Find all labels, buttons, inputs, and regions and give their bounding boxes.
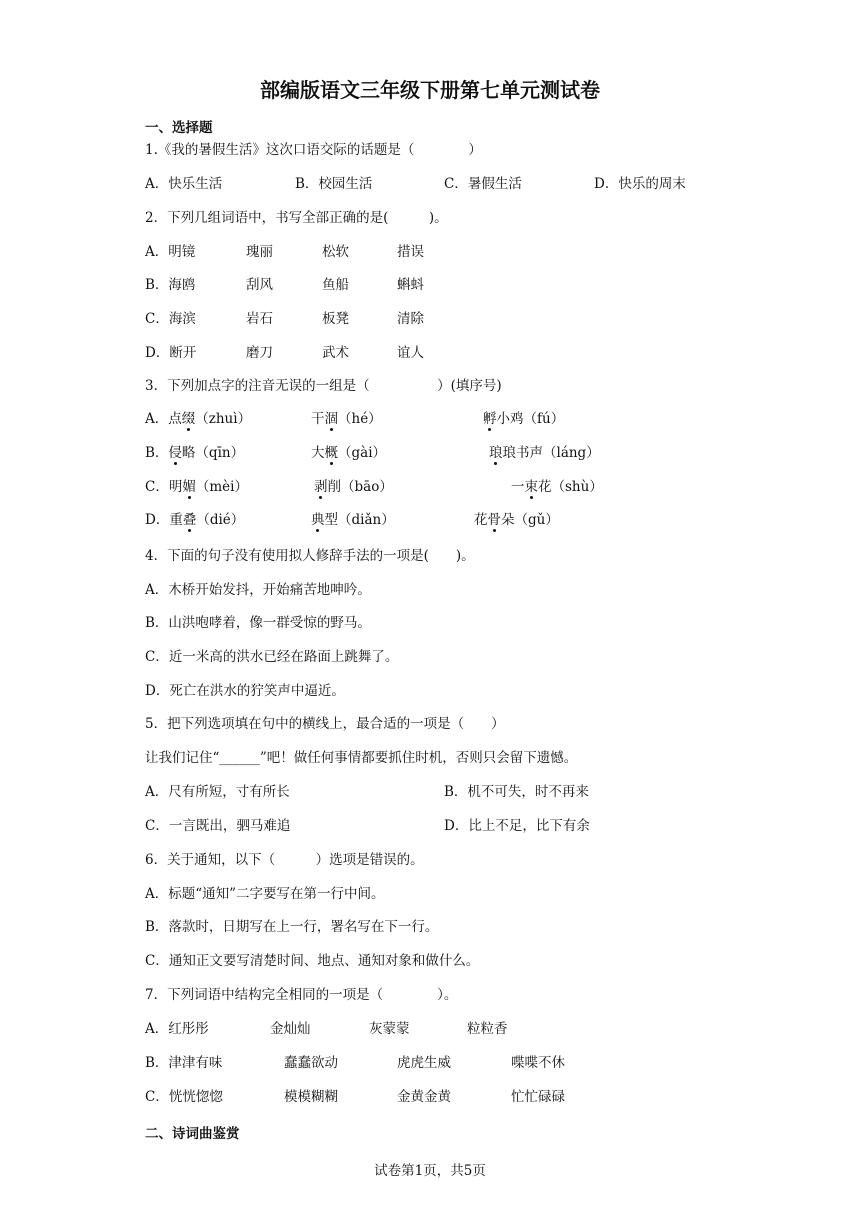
q2-row-b-word: 蝌蚪 [397, 277, 424, 293]
question-4-stem: 4．下面的句子没有使用拟人修辞手法的一项是( )。 [145, 548, 475, 564]
q7-row-c-word: 金黄金黄 [397, 1089, 451, 1105]
q3-option-a-item: A．点缀（zhuì） [145, 411, 252, 427]
q4-option-c: C．近一米高的洪水已经在路面上跳舞了。 [145, 649, 399, 665]
q5-option-c: C．一言既出，驷马难追 [145, 818, 291, 834]
q3-option-d-item: 典型（diǎn） [311, 512, 395, 528]
q2-row-d-word: D．断开 [145, 345, 197, 361]
q3-option-a-item: 干涸（hé） [311, 411, 382, 427]
q7-row-a-word: 粒粒香 [467, 1021, 508, 1037]
q3-option-a-item: 孵小鸡（fú） [483, 411, 565, 427]
q3-option-c-item: 剥削（bāo） [314, 479, 393, 495]
q7-row-b-word: 喋喋不休 [511, 1055, 565, 1071]
q6-option-a: A．标题“通知”二字要写在第一行中间。 [145, 886, 385, 902]
q5-sentence: 让我们记住“______”吧！做任何事情都要抓住时机，否则只会留下遗憾。 [145, 750, 578, 766]
q2-row-d-word: 磨刀 [246, 345, 273, 361]
q4-option-b: B．山洪咆哮着，像一群受惊的野马。 [145, 615, 371, 631]
question-7-stem: 7．下列词语中结构完全相同的一项是（ ）。 [145, 987, 458, 1003]
question-3-stem: 3．下列加点字的注音无误的一组是（ ）(填序号) [145, 378, 502, 394]
q7-row-a-word: 金灿灿 [270, 1021, 311, 1037]
question-2-stem: 2．下列几组词语中，书写全部正确的是( )。 [145, 210, 448, 226]
q4-option-d: D．死亡在洪水的狞笑声中逼近。 [145, 683, 345, 699]
question-1-stem: 1.《我的暑假生活》这次口语交际的话题是（ ） [145, 142, 482, 158]
q1-option-d: D．快乐的周末 [594, 176, 686, 192]
q7-row-b-word: B．津津有味 [145, 1055, 223, 1071]
q2-row-a-word: A．明镜 [145, 244, 196, 260]
q3-option-c-item: 一束花（shù） [511, 479, 603, 495]
page-footer: 试卷第1页，共5页 [374, 1163, 486, 1179]
q2-row-a-word: 瑰丽 [246, 244, 273, 260]
q6-option-b: B．落款时，日期写在上一行，署名写在下一行。 [145, 919, 439, 935]
q2-row-a-word: 措误 [397, 244, 424, 260]
section-heading-poetry: 二、诗词曲鉴赏 [145, 1126, 240, 1142]
q2-row-b-word: 鱼船 [322, 277, 349, 293]
q2-row-c-word: C．海滨 [145, 311, 196, 327]
q7-row-a-word: A．红彤彤 [145, 1021, 209, 1037]
q2-row-d-word: 武术 [322, 345, 349, 361]
q3-option-b-item: B．侵略（qīn） [145, 445, 245, 461]
q7-row-c-word: C．恍恍惚惚 [145, 1089, 223, 1105]
q3-option-b-item: 大概（gài） [311, 445, 387, 461]
q2-row-c-word: 清除 [397, 311, 424, 327]
question-6-stem: 6．关于通知，以下（ ）选项是错误的。 [145, 852, 424, 868]
q7-row-a-word: 灰蒙蒙 [369, 1021, 410, 1037]
q5-option-b: B．机不可失，时不再来 [444, 784, 589, 800]
q1-option-b: B．校园生活 [295, 176, 373, 192]
q7-row-b-word: 蠢蠢欲动 [284, 1055, 338, 1071]
q7-row-c-word: 忙忙碌碌 [511, 1089, 565, 1105]
q3-option-c-item: C．明媚（mèi） [145, 479, 248, 495]
q2-row-b-word: 刮风 [246, 277, 273, 293]
question-5-stem: 5．把下列选项填在句中的横线上，最合适的一项是（ ） [145, 716, 505, 732]
q2-row-c-word: 岩石 [246, 311, 273, 327]
q6-option-c: C．通知正文要写清楚时间、地点、通知对象和做什么。 [145, 953, 480, 969]
q5-option-a: A．尺有所短，寸有所长 [145, 784, 290, 800]
q7-row-c-word: 模模糊糊 [284, 1089, 338, 1105]
q2-row-a-word: 松软 [322, 244, 349, 260]
page-title: 部编版语文三年级下册第七单元测试卷 [260, 78, 600, 102]
section-heading-choice: 一、选择题 [145, 120, 213, 136]
q1-option-a: A．快乐生活 [145, 176, 223, 192]
q4-option-a: A．木桥开始发抖，开始痛苦地呻吟。 [145, 582, 371, 598]
q2-row-c-word: 板凳 [322, 311, 349, 327]
q1-option-c: C．暑假生活 [444, 176, 522, 192]
q5-option-d: D．比上不足，比下有余 [444, 818, 590, 834]
q3-option-d-item: D．重叠（dié） [145, 512, 245, 528]
q7-row-b-word: 虎虎生威 [397, 1055, 451, 1071]
q2-row-d-word: 谊人 [397, 345, 424, 361]
q2-row-b-word: B．海鸥 [145, 277, 196, 293]
q3-option-b-item: 琅琅书声（láng） [489, 445, 600, 461]
q3-option-d-item: 花骨朵（gǔ） [474, 512, 559, 528]
